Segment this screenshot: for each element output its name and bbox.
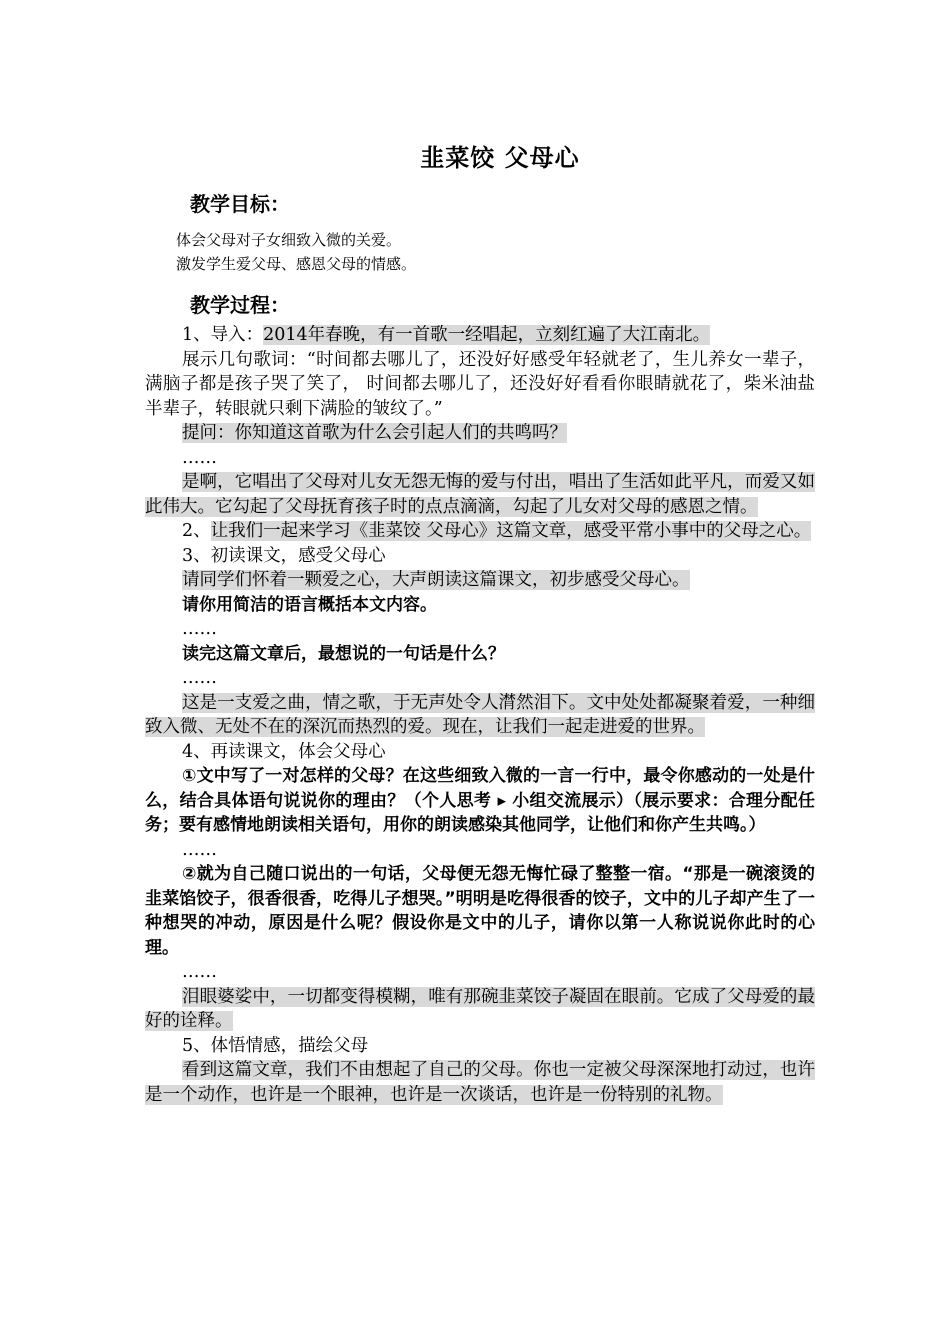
paragraph-parents (145, 1058, 815, 1107)
objectives-heading: 教学目标： (190, 192, 290, 216)
process-heading: 教学过程： (190, 293, 290, 317)
paragraph-read-aloud (145, 568, 815, 593)
bold-question: 读完这篇文章后，最想说的一句话是什么？ (182, 643, 505, 664)
paragraph-love-song (145, 691, 815, 740)
ellipsis: …… (182, 962, 217, 982)
ellipsis: …… (182, 839, 217, 860)
paragraph-answer (145, 470, 815, 519)
ellipsis: …… (182, 619, 217, 639)
step-label: 2、 (182, 521, 211, 541)
process-body (145, 323, 815, 1107)
ellipsis: …… (182, 447, 217, 468)
objective-item: 激发学生爱父母、感恩父母的情感。 (176, 255, 417, 273)
paragraph-lyrics: 展示几句歌词：“时间都去哪儿了，还没好好感受年轻就老了，生儿养女一辈子，满脑子都是孩子哭了笑了， 时间都去哪儿了，还没好好看看你眼睛就花了，柴米油盐半辈子，转眼就只剩下满脸的皱纹了。” (145, 349, 815, 419)
bold-question: ②就为自己随口说出的一句话，父母便无怨无悔忙碌了整整一宿。“那是一碗滚烫的韭菜馅饺子，很香很香，吃得儿子想哭。”明明是吃得很香的饺子，文中的儿子却产生了一种想哭的冲动，原因是什么呢？假设你是文中的儿子，请你以第一人称说说你此时的心理。 (145, 864, 815, 958)
page-title: 韭菜饺 父母心 (420, 144, 580, 172)
paragraph-intro (145, 323, 815, 348)
paragraph-tears (145, 985, 815, 1034)
intro-label: 1、导入： (182, 325, 264, 345)
step-heading: 5、体悟情感，描绘父母 (182, 1035, 369, 1056)
objective-item: 体会父母对子女细致入微的关爱。 (176, 231, 402, 249)
highlight-text: 泪眼婆娑中，一切都变得模糊，唯有那碗韭菜饺子凝固在眼前。它成了父母爱的最好的诠释。 (145, 986, 815, 1031)
highlight-text: 2014年春晚，有一首歌一经唱起，立刻红遍了大江南北。 (263, 325, 711, 345)
highlight-text: 请同学们怀着一颗爱之心，大声朗读这篇课文，初步感受父母心。 (182, 570, 690, 590)
highlight-text: 这是一支爱之曲，情之歌，于无声处令人潸然泪下。文中处处都凝聚着爱，一种细致入微、无处不在的深沉而热烈的爱。现在，让我们一起走进爱的世界。 (145, 692, 815, 737)
step-heading: 3、初读课文，感受父母心 (182, 545, 386, 566)
highlight-text: 提问：你知道这首歌为什么会引起人们的共鸣吗？ (182, 423, 567, 443)
highlight-text: 看到这篇文章，我们不由想起了自己的父母。你也一定被父母深深地打动过，也许是一个动作，也许是一个眼神，也许是一次谈话，也许是一份特别的礼物。 (145, 1060, 815, 1105)
highlight-text: 让我们一起来学习《韭菜饺 父母心》这篇文章，感受平常小事中的父母之心。 (210, 521, 812, 541)
bold-question: 请你用简洁的语言概括本文内容。 (182, 594, 437, 615)
step-heading: 4、再读课文，体会父母心 (182, 741, 386, 762)
bold-question: ①文中写了一对怎样的父母？在这些细致入微的一言一行中，最令你感动的一处是什么，结合具体语句说说你的理由？（个人思考 ▸ 小组交流展示）（展示要求：合理分配任务；要有感情地朗读相关语句，用你的朗读感染其他同学，让他们和你产生共鸣。） (145, 766, 815, 835)
paragraph-question (145, 421, 815, 446)
paragraph-lesson-intro (145, 519, 815, 544)
ellipsis: …… (182, 668, 217, 688)
highlight-text: 是啊，它唱出了父母对儿女无怨无悔的爱与付出，唱出了生活如此平凡，而爱又如此伟大。它勾起了父母抚育孩子时的点点滴滴，勾起了儿女对父母的感恩之情。 (145, 472, 815, 517)
